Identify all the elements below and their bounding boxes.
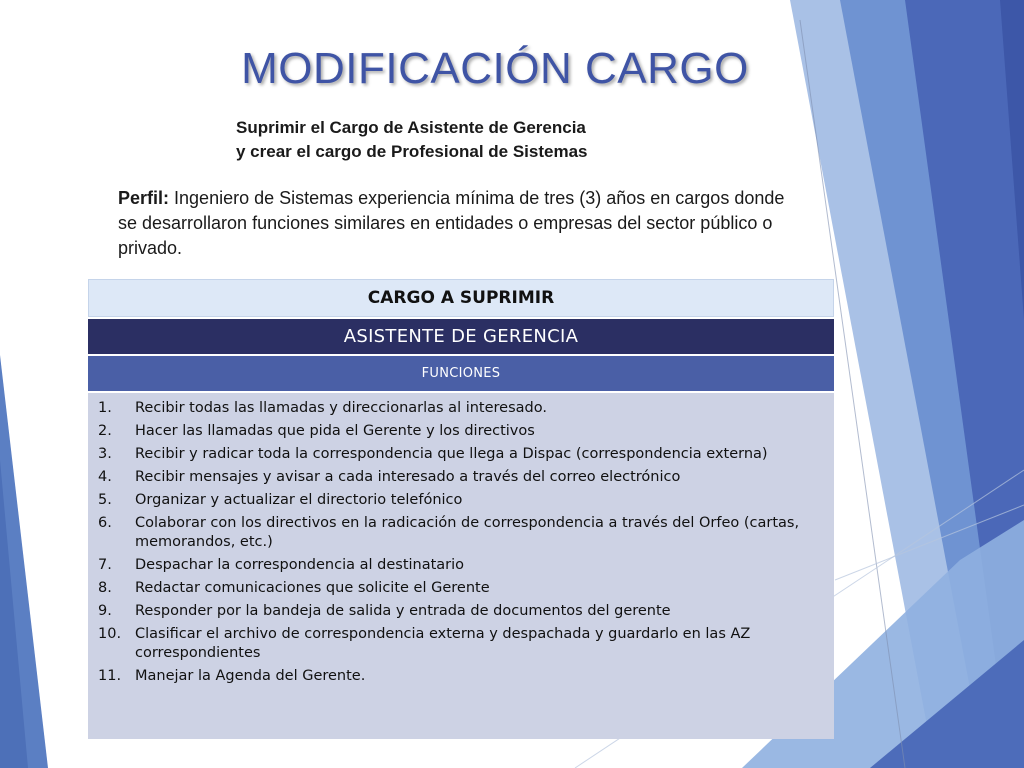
list-item-number: 8. bbox=[98, 580, 112, 596]
list-item bbox=[98, 556, 820, 575]
list-item-text: Responder por la bandeja de salida y entrada de documentos del gerente bbox=[135, 603, 671, 619]
list-item-text: Recibir todas las llamadas y direccionarlas al interesado. bbox=[135, 400, 547, 416]
list-item-number: 2. bbox=[98, 423, 112, 439]
list-item-number: 4. bbox=[98, 469, 112, 485]
perfil-paragraph bbox=[118, 186, 798, 261]
list-item bbox=[98, 579, 820, 598]
list-item-text: Despachar la correspondencia al destinatario bbox=[135, 557, 465, 573]
list-item-number: 10. bbox=[98, 626, 122, 642]
position-row bbox=[88, 319, 834, 354]
slide-title-text: MODIFICACIÓN CARGO bbox=[241, 44, 749, 93]
list-item-number: 11. bbox=[98, 668, 122, 684]
functions-table bbox=[88, 279, 834, 739]
functions-list bbox=[98, 399, 820, 686]
slide-subtitle bbox=[236, 116, 696, 164]
list-item bbox=[98, 399, 820, 418]
functions-label-row bbox=[88, 356, 834, 391]
list-item bbox=[98, 445, 820, 464]
list-item-text: Organizar y actualizar el directorio telefónico bbox=[135, 492, 463, 508]
position-text: ASISTENTE DE GERENCIA bbox=[343, 326, 579, 347]
perfil-text: Ingeniero de Sistemas experiencia mínima de tres (3) años en cargos donde se desarrollaron funciones similares en entidades o empresas del sector público o privado. bbox=[118, 188, 785, 258]
list-item bbox=[98, 602, 820, 621]
functions-label-text: FUNCIONES bbox=[421, 366, 501, 381]
list-item-text: Recibir y radicar toda la correspondencia que llega a Dispac (correspondencia externa) bbox=[135, 446, 768, 462]
list-item bbox=[98, 491, 820, 510]
list-item-number: 5. bbox=[98, 492, 112, 508]
functions-list-cell bbox=[88, 393, 834, 739]
list-item-number: 9. bbox=[98, 603, 112, 619]
list-item bbox=[98, 667, 820, 686]
list-item-text: Colaborar con los directivos en la radicación de correspondencia a través del Orfeo (cartas, memorandos, etc.) bbox=[135, 515, 800, 550]
list-item-number: 3. bbox=[98, 446, 112, 462]
perfil-label: Perfil: bbox=[118, 188, 170, 208]
list-item-text: Redactar comunicaciones que solicite el Gerente bbox=[135, 580, 490, 596]
list-item-number: 7. bbox=[98, 557, 112, 573]
table-header-row bbox=[88, 279, 834, 317]
list-item-text: Clasificar el archivo de correspondencia externa y despachada y guardarlo en las AZ correspondientes bbox=[135, 626, 751, 661]
list-item-text: Recibir mensajes y avisar a cada interesado a través del correo electrónico bbox=[135, 469, 681, 485]
list-item-text: Hacer las llamadas que pida el Gerente y los directivos bbox=[135, 423, 535, 439]
list-item-text: Manejar la Agenda del Gerente. bbox=[135, 668, 366, 684]
list-item bbox=[98, 514, 820, 552]
list-item bbox=[98, 625, 820, 663]
list-item-number: 6. bbox=[98, 515, 112, 531]
list-item-number: 1. bbox=[98, 400, 112, 416]
table-header-text: CARGO A SUPRIMIR bbox=[367, 288, 555, 308]
list-item bbox=[98, 468, 820, 487]
subtitle-line-2: y crear el cargo de Profesional de Sistemas bbox=[236, 142, 588, 161]
list-item bbox=[98, 422, 820, 441]
subtitle-line-1: Suprimir el Cargo de Asistente de Gerencia bbox=[236, 118, 586, 137]
slide-title bbox=[0, 44, 1000, 94]
